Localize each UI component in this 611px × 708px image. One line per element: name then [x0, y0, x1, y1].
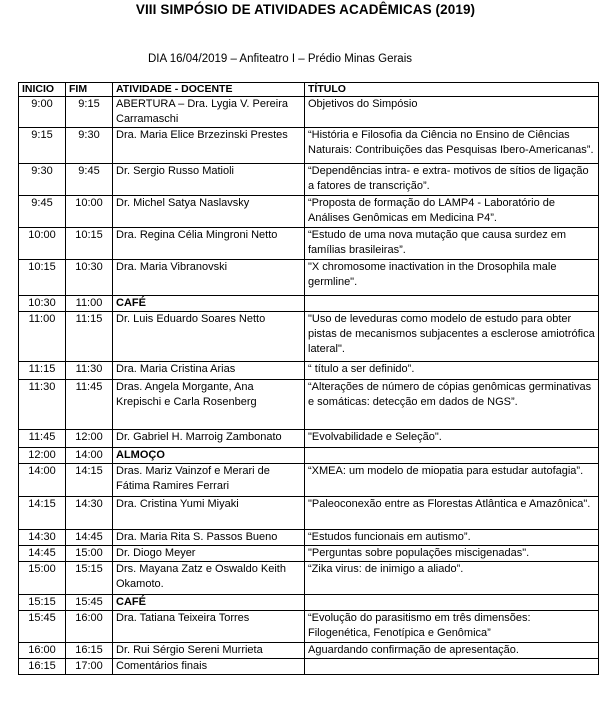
title-cell: "Uso de leveduras como modelo de estudo para obter pistas de mecanismos subjacentes a esclerose amiotrófica lateral".: [305, 312, 599, 362]
title-cell: "Perguntas sobre populações miscigenadas".: [305, 546, 599, 562]
table-row: [19, 164, 599, 196]
title-cell: "Evolvabilidade e Seleção".: [305, 430, 599, 448]
table-row: [19, 312, 599, 362]
table-row: [19, 464, 599, 497]
column-header-fim: FIM: [66, 83, 113, 97]
table-row: [19, 530, 599, 546]
document-title: VIII SIMPÓSIO DE ATIVIDADES ACADÊMICAS (2019): [135, 2, 476, 17]
table-row: [19, 97, 599, 128]
table-row: [19, 643, 599, 659]
table-row: [19, 380, 599, 430]
end-time-cell: 16:15: [66, 643, 113, 659]
start-time-cell: 10:15: [19, 260, 66, 296]
start-time-cell: 16:00: [19, 643, 66, 659]
title-cell: “Estudo de uma nova mutação que causa surdez em famílias brasileiras”.: [305, 228, 599, 260]
title-cell: “Zika virus: de inimigo a aliado”.: [305, 562, 599, 595]
title-cell: [305, 595, 599, 611]
table-row: [19, 228, 599, 260]
activity-cell: Dra. Maria Cristina Arias: [113, 362, 305, 380]
activity-cell: Dra. Cristina Yumi Miyaki: [113, 497, 305, 530]
end-time-cell: 9:30: [66, 128, 113, 164]
column-header-inicio: INICIO: [19, 83, 66, 97]
end-time-cell: 10:00: [66, 196, 113, 228]
start-time-cell: 15:00: [19, 562, 66, 595]
column-header-atividade: ATIVIDADE - DOCENTE: [113, 83, 305, 97]
end-time-cell: 11:45: [66, 380, 113, 430]
table-row: [19, 128, 599, 164]
start-time-cell: 9:45: [19, 196, 66, 228]
end-time-cell: 12:00: [66, 430, 113, 448]
activity-cell: Dra. Maria Elice Brzezinski Prestes: [113, 128, 305, 164]
activity-cell: Dras. Angela Morgante, Ana Krepischi e Carla Rosenberg: [113, 380, 305, 430]
end-time-cell: 14:00: [66, 448, 113, 464]
end-time-cell: 11:00: [66, 296, 113, 312]
table-row: [19, 448, 599, 464]
start-time-cell: 14:15: [19, 497, 66, 530]
schedule-table: [18, 82, 599, 675]
start-time-cell: 11:15: [19, 362, 66, 380]
title-cell: “Estudos funcionais em autismo”.: [305, 530, 599, 546]
document-subtitle: DIA 16/04/2019 – Anfiteatro I – Prédio Minas Gerais: [147, 53, 413, 65]
end-time-cell: 17:00: [66, 659, 113, 675]
activity-cell: Dr. Michel Satya Naslavsky: [113, 196, 305, 228]
end-time-cell: 10:15: [66, 228, 113, 260]
table-row: [19, 562, 599, 595]
start-time-cell: 12:00: [19, 448, 66, 464]
table-row: [19, 430, 599, 448]
activity-cell: Dra. Tatiana Teixeira Torres: [113, 611, 305, 643]
schedule-body: [19, 97, 599, 675]
schedule-header: [19, 83, 599, 97]
activity-cell: Dras. Mariz Vainzof e Merari de Fátima Ramires Ferrari: [113, 464, 305, 497]
start-time-cell: 10:30: [19, 296, 66, 312]
header-row: [19, 83, 599, 97]
start-time-cell: 15:45: [19, 611, 66, 643]
table-row: [19, 296, 599, 312]
title-cell: [305, 448, 599, 464]
end-time-cell: 14:30: [66, 497, 113, 530]
table-row: [19, 659, 599, 675]
end-time-cell: 15:45: [66, 595, 113, 611]
end-time-cell: 9:15: [66, 97, 113, 128]
start-time-cell: 9:30: [19, 164, 66, 196]
start-time-cell: 11:30: [19, 380, 66, 430]
table-row: [19, 497, 599, 530]
table-row: [19, 260, 599, 296]
activity-cell: Dra. Regina Célia Mingroni Netto: [113, 228, 305, 260]
title-cell: "Paleoconexão entre as Florestas Atlântica e Amazônica".: [305, 497, 599, 530]
start-time-cell: 15:15: [19, 595, 66, 611]
table-row: [19, 546, 599, 562]
activity-cell: Dr. Rui Sérgio Sereni Murrieta: [113, 643, 305, 659]
start-time-cell: 9:00: [19, 97, 66, 128]
end-time-cell: 11:30: [66, 362, 113, 380]
title-cell: Objetivos do Simpósio: [305, 97, 599, 128]
title-cell: “Alterações de número de cópias genômicas germinativas e somáticas: detecção em dados de NGS”.: [305, 380, 599, 430]
start-time-cell: 14:30: [19, 530, 66, 546]
title-cell: Aguardando confirmação de apresentação.: [305, 643, 599, 659]
title-cell: “Evolução do parasitismo em três dimensões: Filogenética, Fenotípica e Genômica”: [305, 611, 599, 643]
title-cell: “ título a ser definido”.: [305, 362, 599, 380]
title-cell: “XMEA: um modelo de miopatia para estudar autofagia”.: [305, 464, 599, 497]
end-time-cell: 15:15: [66, 562, 113, 595]
title-cell: “Dependências intra- e extra- motivos de sítios de ligação a fatores de transcrição”.: [305, 164, 599, 196]
table-row: [19, 362, 599, 380]
activity-cell: Comentários finais: [113, 659, 305, 675]
activity-cell: Dr. Sergio Russo Matioli: [113, 164, 305, 196]
title-cell: [305, 659, 599, 675]
end-time-cell: 10:30: [66, 260, 113, 296]
start-time-cell: 14:00: [19, 464, 66, 497]
start-time-cell: 16:15: [19, 659, 66, 675]
start-time-cell: 10:00: [19, 228, 66, 260]
activity-cell: Dra. Maria Vibranovski: [113, 260, 305, 296]
table-row: [19, 196, 599, 228]
end-time-cell: 15:00: [66, 546, 113, 562]
activity-cell: ABERTURA – Dra. Lygia V. Pereira Carramaschi: [113, 97, 305, 128]
activity-cell: Drs. Mayana Zatz e Oswaldo Keith Okamoto.: [113, 562, 305, 595]
activity-cell: ALMOÇO: [113, 448, 305, 464]
activity-cell: Dr. Diogo Meyer: [113, 546, 305, 562]
end-time-cell: 14:15: [66, 464, 113, 497]
end-time-cell: 14:45: [66, 530, 113, 546]
title-cell: [305, 296, 599, 312]
start-time-cell: 11:00: [19, 312, 66, 362]
title-cell: “Proposta de formação do LAMP4 - Laboratório de Análises Genômicas em Medicina P4”.: [305, 196, 599, 228]
table-row: [19, 611, 599, 643]
table-row: [19, 595, 599, 611]
activity-cell: Dr. Luis Eduardo Soares Netto: [113, 312, 305, 362]
start-time-cell: 14:45: [19, 546, 66, 562]
activity-cell: Dr. Gabriel H. Marroig Zambonato: [113, 430, 305, 448]
title-cell: “História e Filosofia da Ciência no Ensino de Ciências Naturais: Contribuições das Pesquisas Ibero-Americanas”.: [305, 128, 599, 164]
end-time-cell: 16:00: [66, 611, 113, 643]
activity-cell: CAFÉ: [113, 296, 305, 312]
title-cell: "X chromosome inactivation in the Drosophila male germline".: [305, 260, 599, 296]
end-time-cell: 11:15: [66, 312, 113, 362]
activity-cell: CAFÉ: [113, 595, 305, 611]
start-time-cell: 11:45: [19, 430, 66, 448]
activity-cell: Dra. Maria Rita S. Passos Bueno: [113, 530, 305, 546]
end-time-cell: 9:45: [66, 164, 113, 196]
start-time-cell: 9:15: [19, 128, 66, 164]
column-header-titulo: TÍTULO: [305, 83, 599, 97]
